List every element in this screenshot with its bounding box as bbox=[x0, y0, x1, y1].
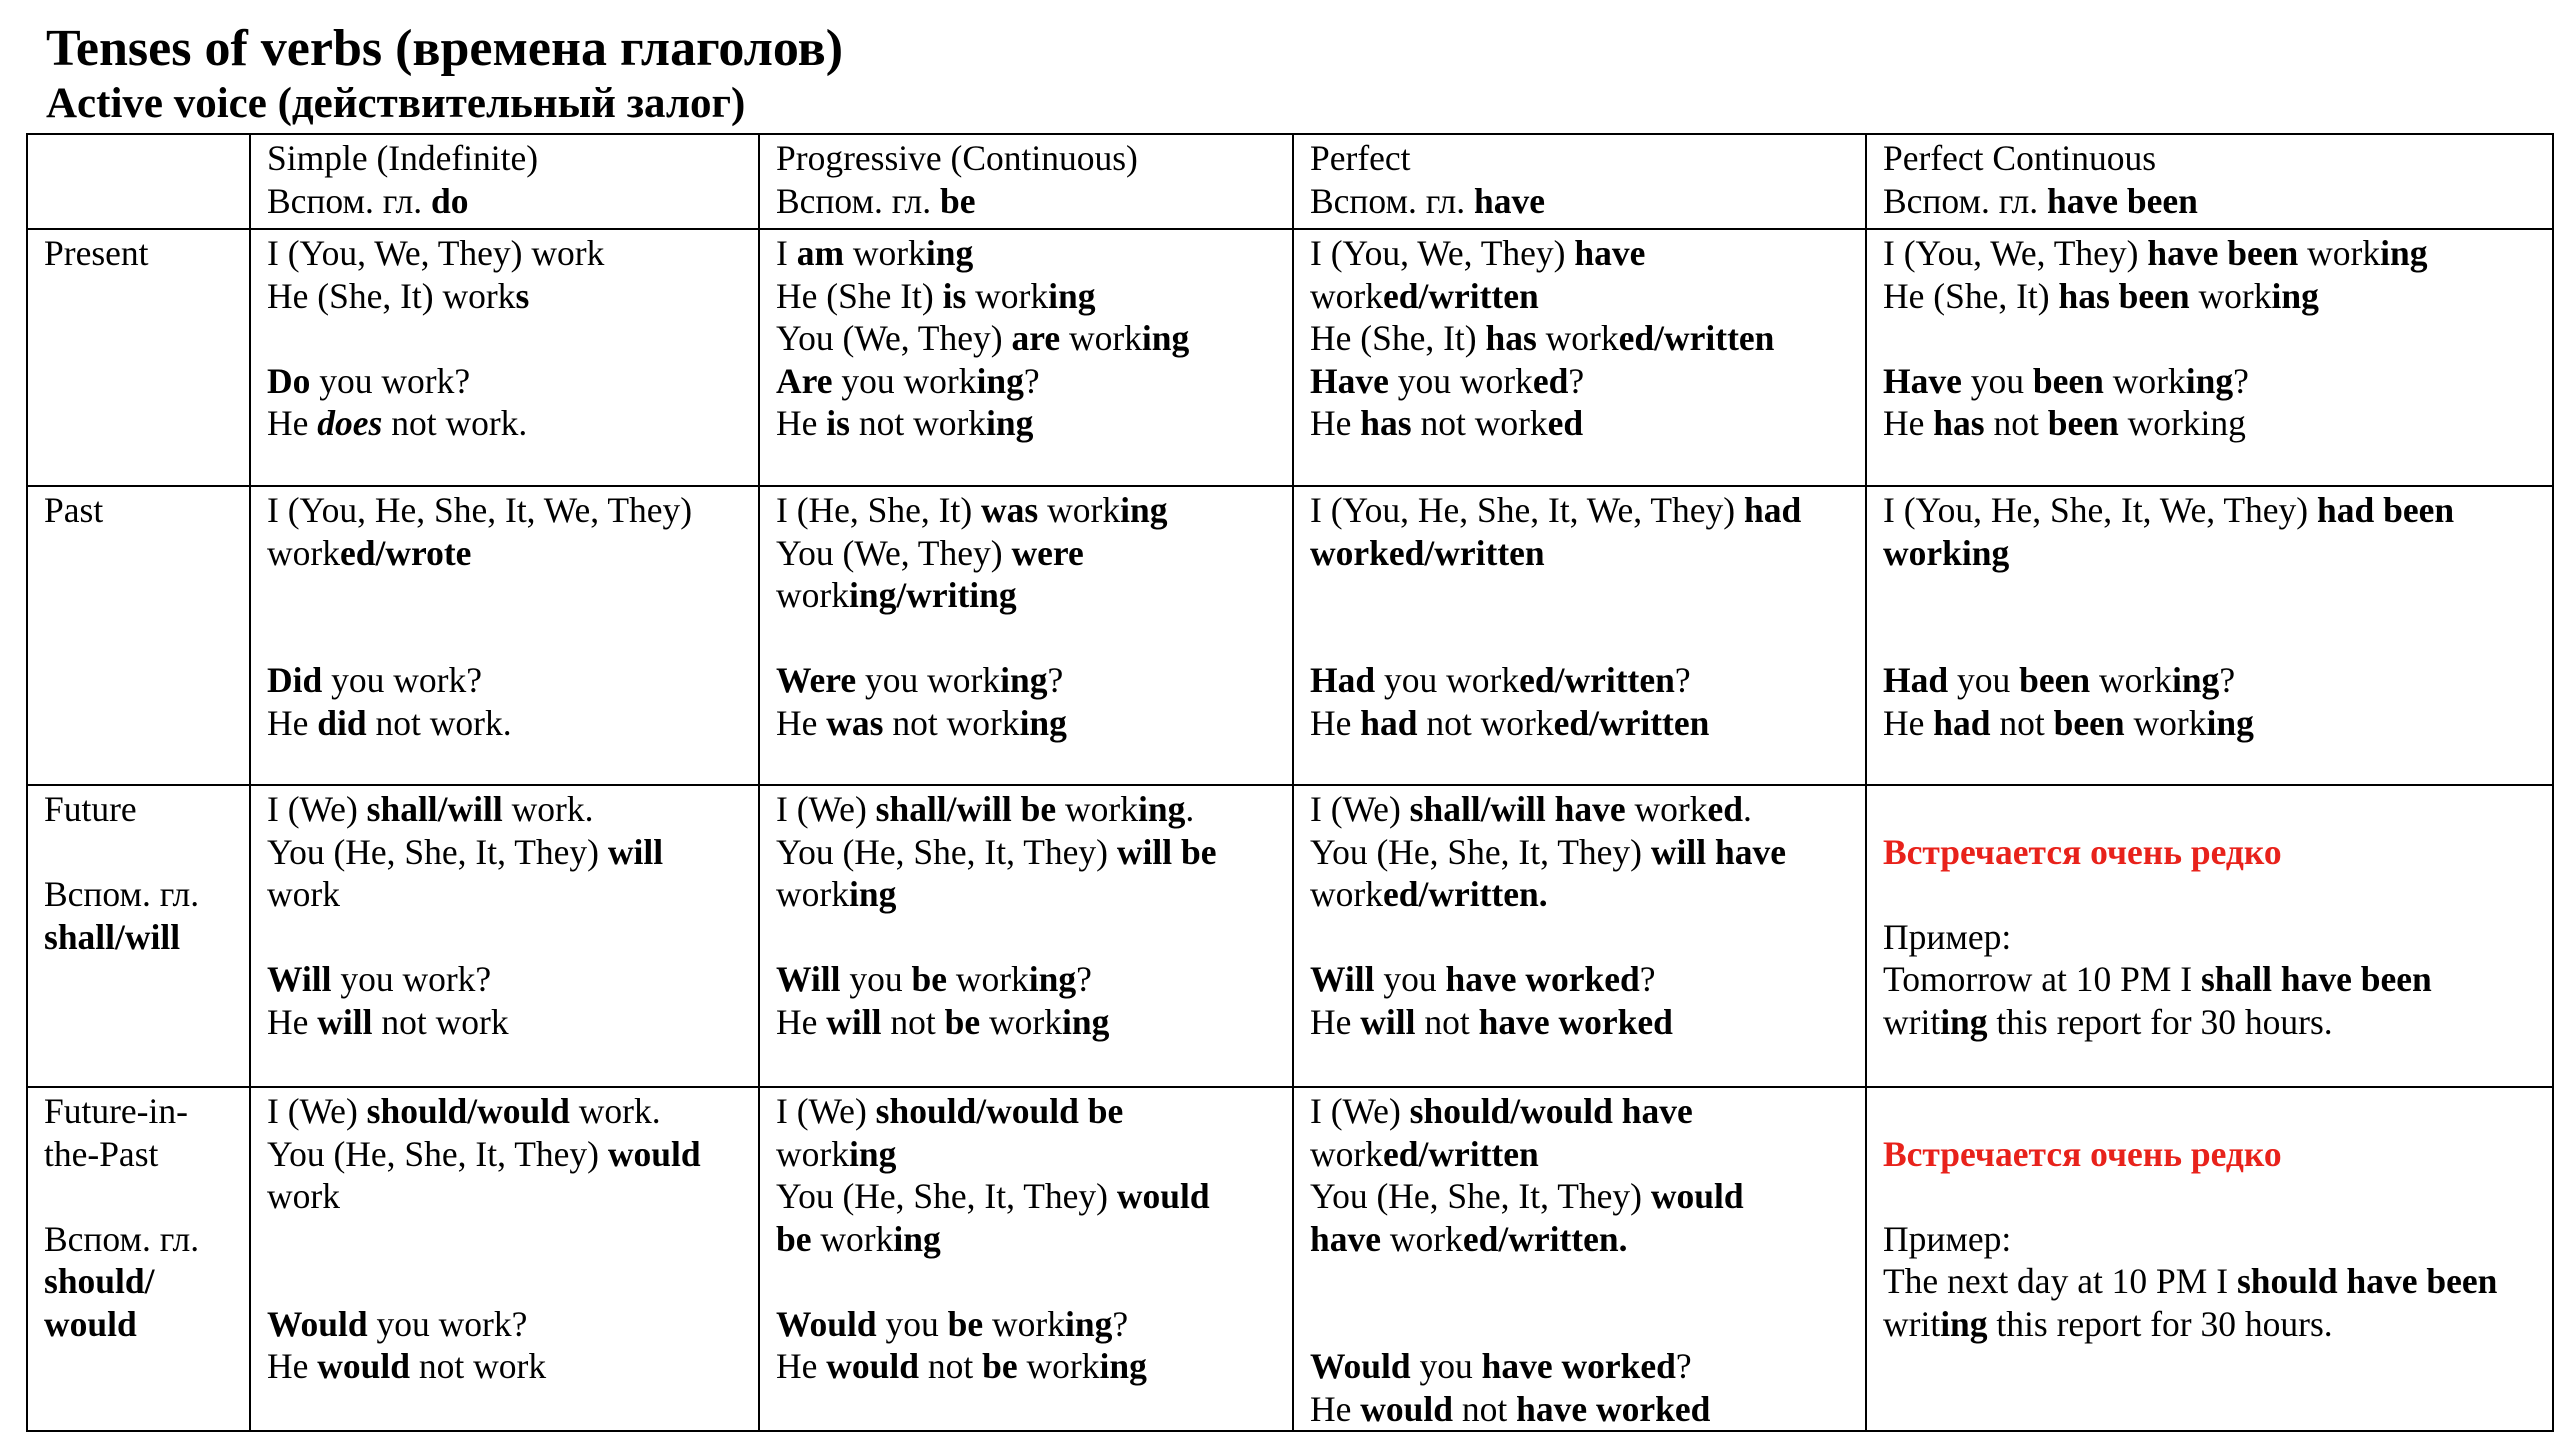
row-label-future-in-the-past: Future-in- the-Past Вспом. гл. should/ would bbox=[27, 1087, 250, 1431]
row-label-past: Past bbox=[27, 486, 250, 785]
rare-note: Встречается очень редко bbox=[1883, 831, 2282, 872]
cell-future-perfect-continuous: Встречается очень редко Пример: Tomorrow at 10 PM I shall have been writing this report for 30 hours. bbox=[1866, 785, 2553, 1087]
header-perfect bbox=[1293, 134, 1866, 229]
header-progressive-aux: Вспом. гл. be bbox=[776, 180, 976, 221]
header-progressive-name: Progressive (Continuous) bbox=[776, 138, 1138, 178]
header-simple-aux: Вспом. гл. do bbox=[267, 180, 469, 221]
header-perfect-aux: Вспом. гл. have bbox=[1310, 180, 1545, 221]
rare-note: Встречается очень редко bbox=[1883, 1133, 2282, 1174]
header-perfect-continuous bbox=[1866, 134, 2553, 229]
cell-future-progressive: I (We) shall/will be working. You (He, She, It, They) will be working Will you be working? He will not be working bbox=[759, 785, 1293, 1087]
row-label-future: Future Вспом. гл. shall/will bbox=[27, 785, 250, 1087]
cell-future-perfect: I (We) shall/will have worked. You (He, She, It, They) will have worked/written. Will you have worked? He will not have worked bbox=[1293, 785, 1866, 1087]
cell-past-simple: I (You, He, She, It, We, They) worked/wrote Did you work? He did not work. bbox=[250, 486, 759, 785]
cell-present-perfect: I (You, We, They) have worked/written He (She, It) has worked/written Have you worked? He has not worked bbox=[1293, 229, 1866, 486]
header-corner-cell bbox=[27, 134, 250, 229]
row-label-present: Present bbox=[27, 229, 250, 486]
cell-fip-perfect: I (We) should/would have worked/written You (He, She, It, They) would have worked/written. Would you have worked? He would not have worked bbox=[1293, 1087, 1866, 1431]
header-simple-name: Simple (Indefinite) bbox=[267, 138, 539, 178]
header-progressive bbox=[759, 134, 1293, 229]
cell-fip-simple: I (We) should/would work. You (He, She, It, They) would work Would you work? He would not work bbox=[250, 1087, 759, 1431]
cell-past-perfect-continuous: I (You, He, She, It, We, They) had been working Had you been working? He had not been working bbox=[1866, 486, 2553, 785]
header-perfect-continuous-aux: Вспом. гл. have been bbox=[1883, 180, 2198, 221]
cell-present-simple: I (You, We, They) work He (She, It) works Do you work? He does not work. bbox=[250, 229, 759, 486]
cell-past-progressive: I (He, She, It) was working You (We, They) were working/writing Were you working? He was not working bbox=[759, 486, 1293, 785]
table-row-future bbox=[27, 785, 2553, 1087]
table-row-past bbox=[27, 486, 2553, 785]
header-perfect-name: Perfect bbox=[1310, 138, 1411, 178]
cell-past-perfect: I (You, He, She, It, We, They) had worked/written Had you worked/written? He had not worked/written bbox=[1293, 486, 1866, 785]
cell-fip-progressive: I (We) should/would be working You (He, She, It, They) would be working Would you be working? He would not be working bbox=[759, 1087, 1293, 1431]
header-perfect-continuous-name: Perfect Continuous bbox=[1883, 138, 2157, 178]
cell-present-progressive: I am working He (She It) is working You (We, They) are working Are you working? He is not working bbox=[759, 229, 1293, 486]
table-header-row bbox=[27, 134, 2553, 229]
page-subtitle: Active voice (действительный залог) bbox=[46, 80, 746, 127]
cell-fip-perfect-continuous: Встречается очень редко Пример: The next day at 10 PM I should have been writing this report for 30 hours. bbox=[1866, 1087, 2553, 1431]
cell-present-perfect-continuous: I (You, We, They) have been working He (She, It) has been working Have you been working? He has not been working bbox=[1866, 229, 2553, 486]
cell-future-simple: I (We) shall/will work. You (He, She, It, They) will work Will you work? He will not work bbox=[250, 785, 759, 1087]
table-row-future-in-the-past bbox=[27, 1087, 2553, 1431]
header-simple bbox=[250, 134, 759, 229]
tenses-table bbox=[26, 133, 2554, 1432]
page-title: Tenses of verbs (времена глаголов) bbox=[46, 20, 844, 77]
table-row-present bbox=[27, 229, 2553, 486]
